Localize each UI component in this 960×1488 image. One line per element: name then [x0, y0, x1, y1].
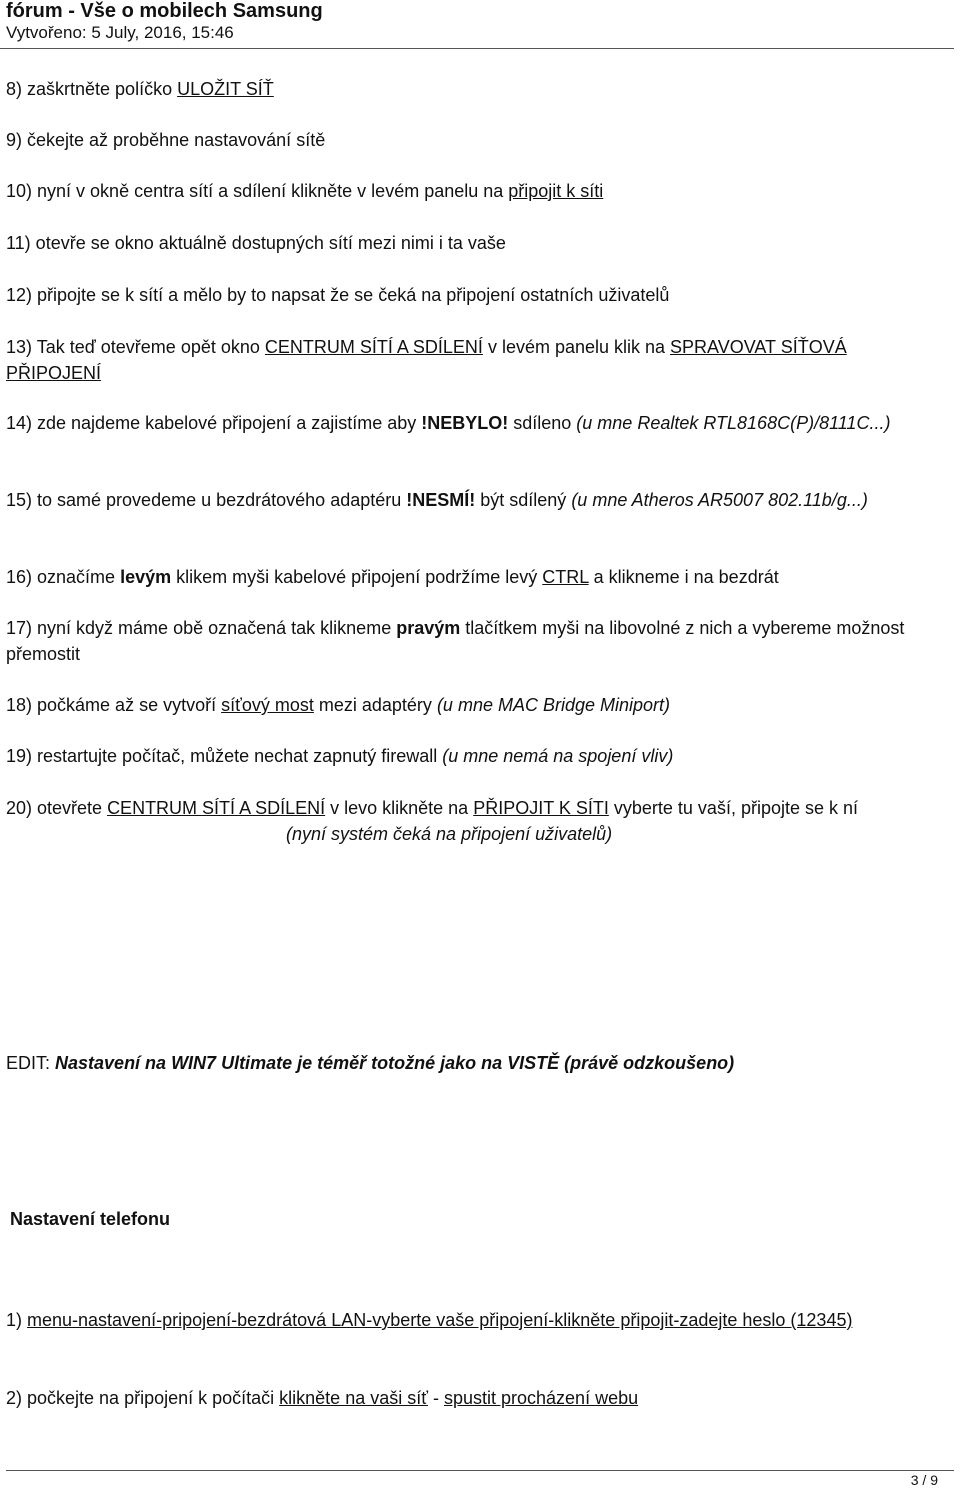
link-ctrl[interactable]: CTRL	[542, 567, 589, 587]
step-14-text-2: sdíleno	[508, 413, 577, 433]
link-ulozit-sit[interactable]: ULOŽIT SÍŤ	[177, 79, 274, 99]
step-20-text: 20) otevřete	[6, 798, 108, 818]
link-spravovat-sitova-pripojeni[interactable]: SPRAVOVAT SÍŤOVÁ PŘIPOJENÍ	[6, 337, 847, 383]
created-date: Vytvořeno: 5 July, 2016, 15:46	[6, 23, 234, 42]
link-sitovy-most[interactable]: síťový most	[221, 695, 314, 715]
page-number: 3 / 9	[910, 1472, 938, 1488]
step-13-text-2: v levém panelu klik na	[482, 337, 671, 357]
link-kliknete-na-vasi-sit[interactable]: klikněte na vaši síť	[279, 1388, 428, 1408]
edit-label: EDIT:	[6, 1053, 56, 1073]
step-14	[6, 410, 936, 436]
step-19-text: 19) restartujte počítač, můžete nechat zapnutý firewall	[6, 746, 443, 766]
footer-divider	[6, 1470, 954, 1471]
step-17	[6, 615, 936, 667]
link-pripojit-k-siti[interactable]: připojit k síti	[508, 181, 604, 201]
header-divider	[0, 48, 954, 49]
step-18-text: 18) počkáme až se vytvoří	[6, 695, 222, 715]
step-17-text-2: tlačítkem myši na libovolné z nich a vybereme možnost přemostit	[6, 618, 905, 664]
step-14-italic: (u mne Realtek RTL8168C(P)/8111C...)	[576, 413, 891, 433]
step-16-text-2: klikem myši kabelové připojení podržíme levý	[171, 567, 543, 587]
link-spustit-prochazeni-webu[interactable]: spustit procházení webu	[443, 1388, 639, 1408]
step-18	[6, 692, 936, 718]
step-17-text: 17) nyní když máme obě označená tak klikneme	[6, 618, 397, 638]
page-header	[6, 0, 956, 43]
step-15	[6, 487, 936, 513]
step-10	[6, 178, 936, 204]
step-20-italic: (nyní systém čeká na připojení uživatelů)	[286, 824, 613, 844]
step-15-bold: !NESMÍ!	[406, 490, 476, 510]
phone-step-1	[6, 1307, 936, 1333]
phone-step-1-num: 1)	[6, 1310, 28, 1330]
step-17-bold: pravým	[396, 618, 461, 638]
phone-step-2-sep: -	[427, 1388, 444, 1408]
link-centrum-siti-2[interactable]: CENTRUM SÍTÍ A SDÍLENÍ	[107, 798, 326, 818]
step-18-italic: (u mne MAC Bridge Miniport)	[436, 695, 671, 715]
step-13	[6, 334, 936, 386]
step-13-text: 13) Tak teď otevřeme opět okno	[6, 337, 265, 357]
edit-text: Nastavení na WIN7 Ultimate je téměř totožné jako na VISTĚ (právě odzkoušeno)	[55, 1053, 735, 1073]
step-15-text: 15) to samé provedeme u bezdrátového adaptéru	[6, 490, 407, 510]
step-12: 12) připojte se k sítí a mělo by to napsat že se čeká na připojení ostatních uživatelů	[6, 285, 670, 305]
step-16-text-3: a klikneme i na bezdrát	[588, 567, 779, 587]
step-9: 9) čekejte až proběhne nastavování sítě	[6, 130, 326, 150]
step-19	[6, 743, 936, 769]
step-20-text-2: v levo klikněte na	[325, 798, 474, 818]
step-16-text: 16) označíme	[6, 567, 121, 587]
phone-step-2-text: 2) počkejte na připojení k počítači	[6, 1388, 280, 1408]
step-10-text: 10) nyní v okně centra sítí a sdílení klikněte v levém panelu na	[6, 181, 509, 201]
link-menu-nastaveni[interactable]: menu-nastavení-pripojení-bezdrátová LAN-vyberte vaše připojení-klikněte připojit-zadejte heslo (12345)	[27, 1310, 853, 1330]
step-16	[6, 564, 936, 590]
step-20	[6, 795, 936, 847]
step-8	[6, 76, 936, 102]
step-15-italic: (u mne Atheros AR5007 802.11b/g...)	[571, 490, 868, 510]
phone-heading: Nastavení telefonu	[10, 1209, 171, 1229]
phone-step-2	[6, 1385, 936, 1411]
step-18-text-2: mezi adaptéry	[313, 695, 437, 715]
step-8-text: 8) zaškrtněte políčko	[6, 79, 178, 99]
step-15-text-2: být sdílený	[475, 490, 572, 510]
forum-title: fórum - Vše o mobilech Samsung	[6, 0, 323, 22]
step-14-text: 14) zde najdeme kabelové připojení a zajistíme aby	[6, 413, 422, 433]
step-11: 11) otevře se okno aktuálně dostupných sítí mezi nimi i ta vaše	[6, 233, 506, 253]
step-14-bold: !NEBYLO!	[421, 413, 509, 433]
edit-note	[6, 1050, 936, 1076]
step-20-text-3: vyberte tu vaší, připojte se k ní	[608, 798, 859, 818]
link-pripojit-k-siti-2[interactable]: PŘIPOJIT K SÍTI	[473, 798, 609, 818]
link-centrum-siti[interactable]: CENTRUM SÍTÍ A SDÍLENÍ	[264, 337, 483, 357]
step-16-bold: levým	[120, 567, 172, 587]
step-19-italic: (u mne nemá na spojení vliv)	[442, 746, 674, 766]
